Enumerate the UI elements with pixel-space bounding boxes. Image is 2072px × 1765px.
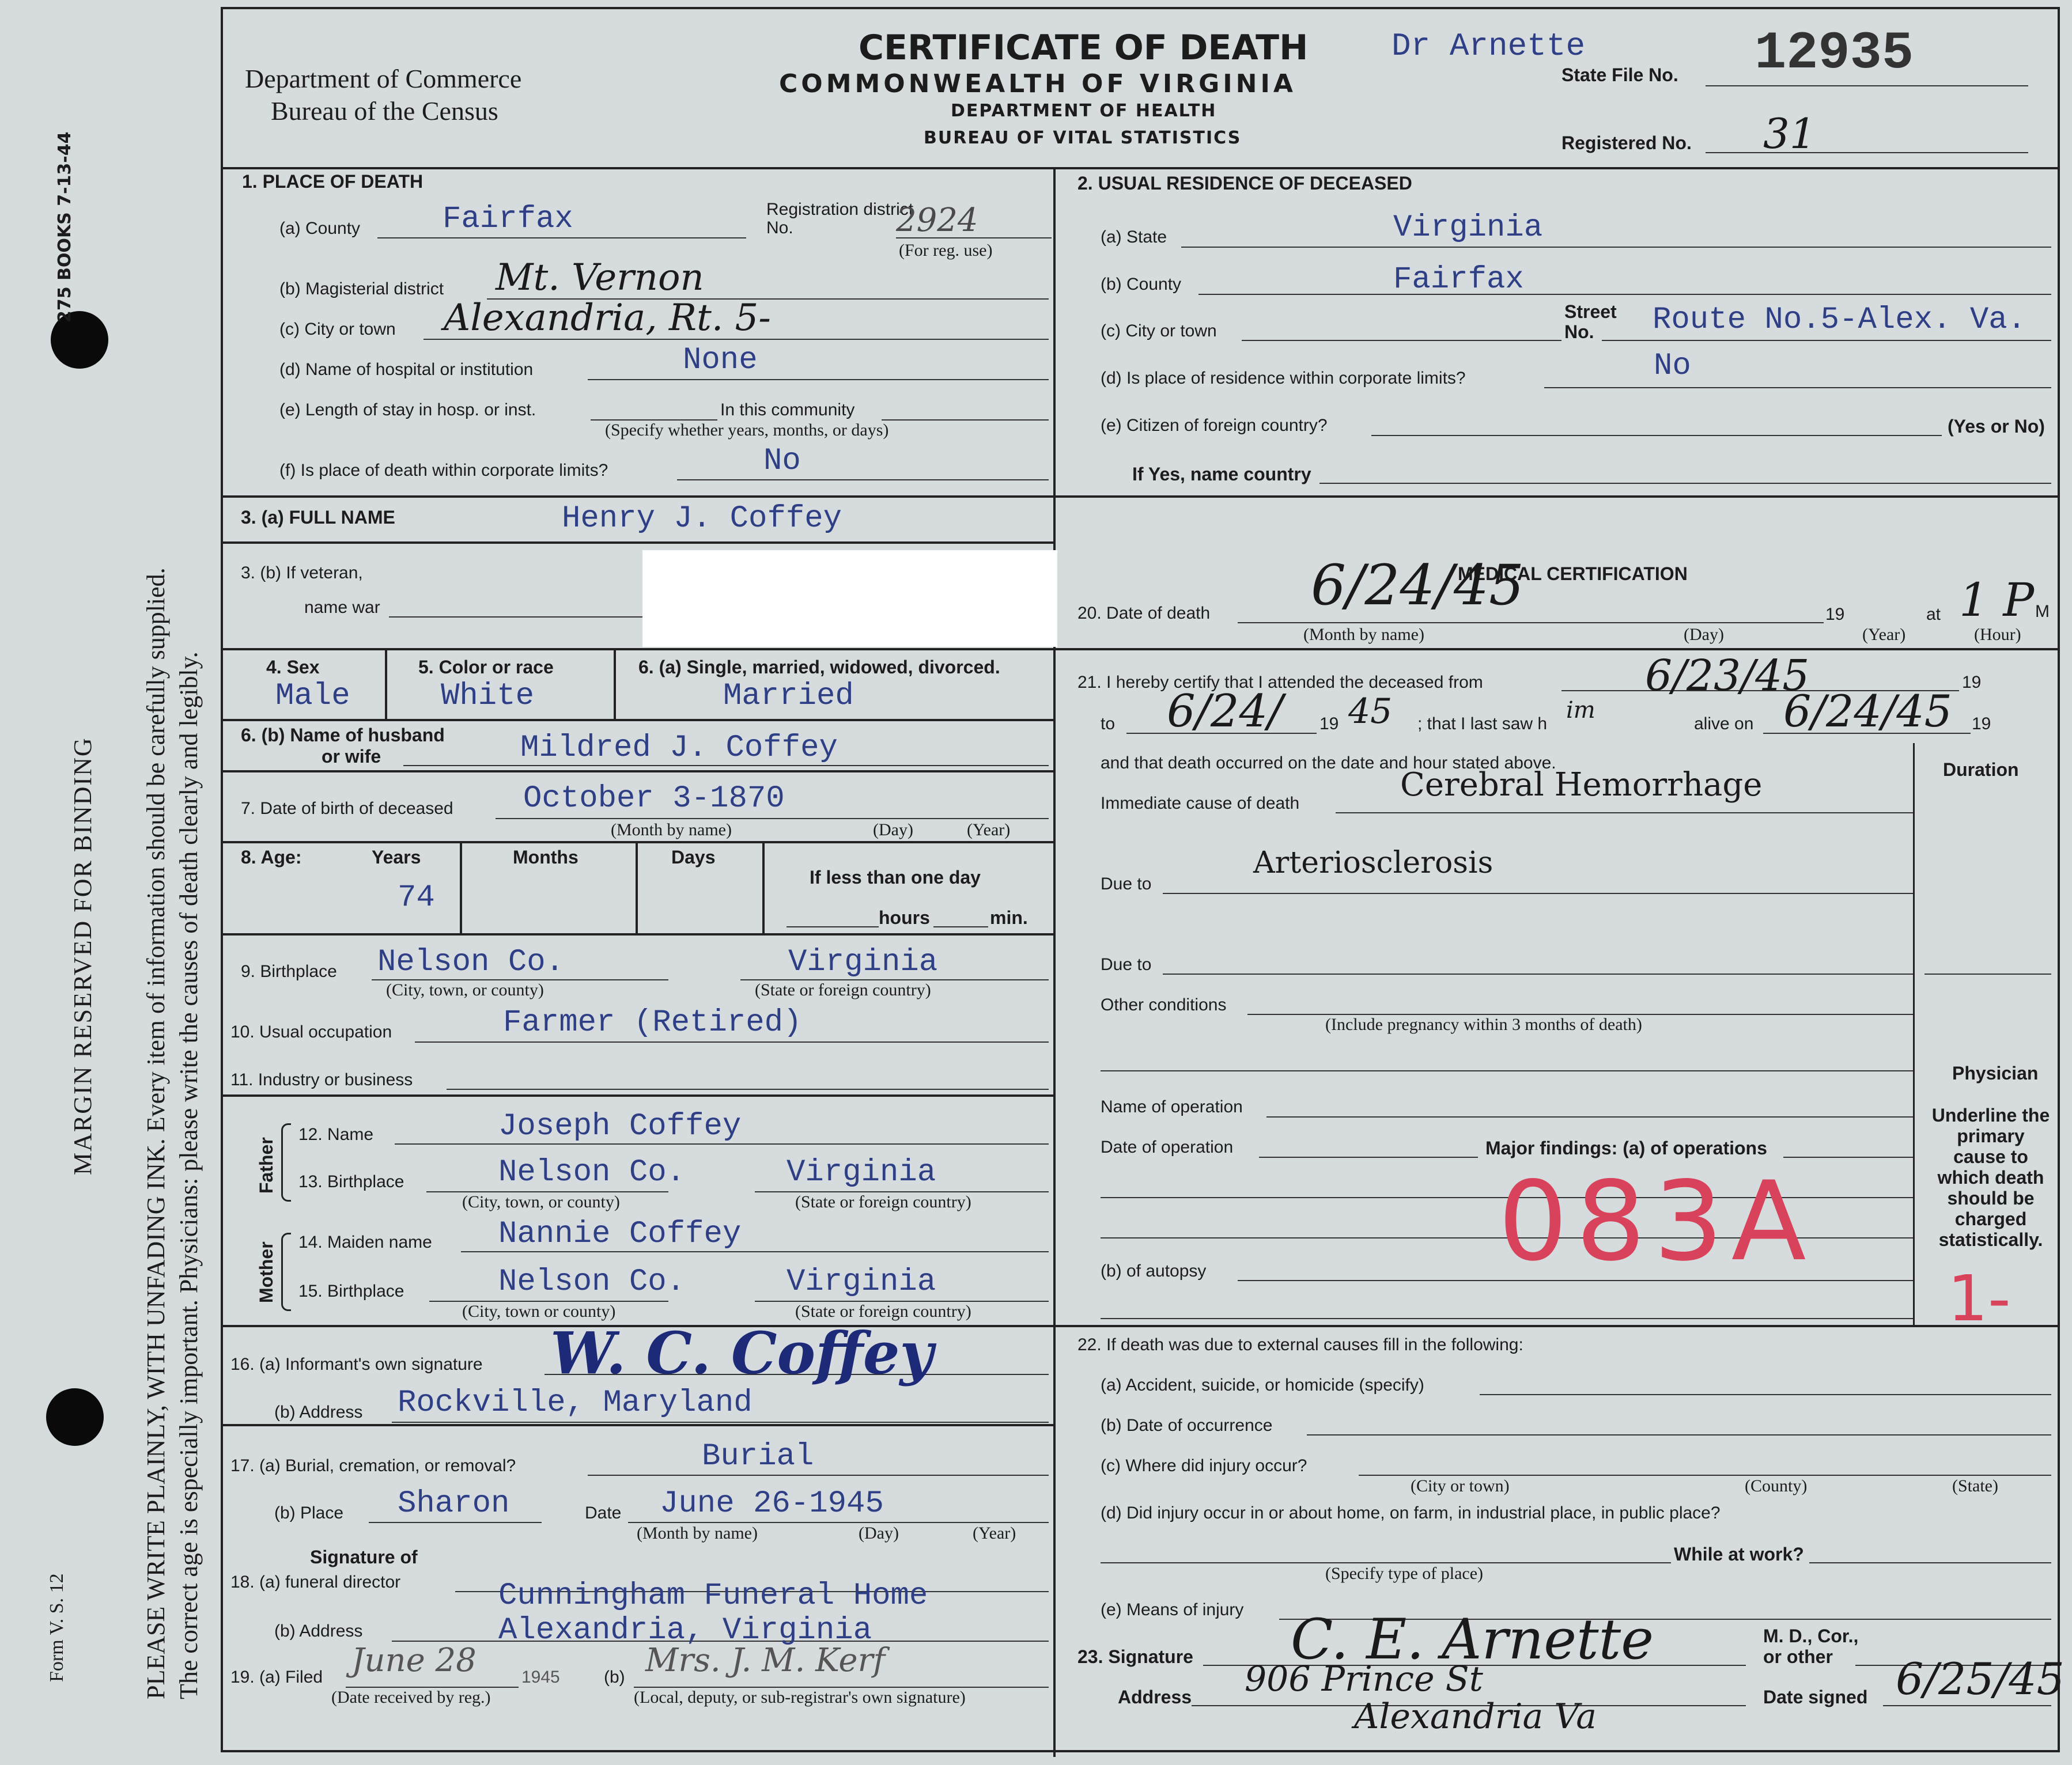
death-county-label: (a) County [279,219,361,238]
death-day-note: (Day) [1684,625,1724,644]
sex: Male [275,679,350,714]
external-c-label: (c) Where did injury occur? [1101,1456,1307,1475]
burial-place: Sharon [398,1486,510,1521]
certify-19: 19 [1962,673,1982,692]
operation-name-label: Name of operation [1101,1097,1243,1116]
citizen-label: (e) Citizen of foreign country? [1101,416,1328,435]
residence-corporate: No [1654,349,1691,384]
father-name: Joseph Coffey [498,1109,742,1144]
injury-city-note: (City or town) [1411,1476,1510,1495]
instructions-line-2: The correct age is especially important. Physicians: please write the causes of death clearly and legibly. [175,652,203,1699]
death-city: Alexandria, Rt. 5- [444,297,771,339]
death-hour-note: (Hour) [1974,625,2021,644]
race-label: 5. Color or race [418,657,554,677]
alive-on-date: 6/24/45 [1783,685,1952,737]
age-months-label: Months [513,847,579,868]
street-label: Street [1564,301,1617,322]
mother-tag: Mother [256,1241,277,1303]
father-city-note: (City, town, or county) [462,1192,620,1211]
stay-label: (e) Length of stay in hosp. or inst. [279,400,536,419]
binding-margin-note: MARGIN RESERVED FOR BINDING [69,737,97,1175]
underline-note: Underline the primary cause to which death should be charged statistically. [1931,1105,2050,1250]
father-state-note: (State or foreign country) [795,1192,971,1211]
state-file-label: State File No. [1561,65,1678,85]
occupation-label: 10. Usual occupation [230,1022,392,1041]
death-at: at [1926,605,1941,624]
filed-date: June 28 [351,1642,477,1679]
occupation: Farmer (Retired) [503,1005,802,1040]
physician-address-2: Alexandria Va [1354,1696,1597,1737]
classification-code: 083A [1498,1158,1814,1285]
dob-year-note: (Year) [967,820,1011,839]
mother-state-note: (State or foreign country) [795,1302,971,1321]
mother-bracket [281,1233,291,1311]
informant-address: Rockville, Maryland [398,1385,753,1421]
duration-label: Duration [1943,759,2019,780]
birth-state-note: (State or foreign country) [755,980,931,999]
burial-day-note: (Day) [859,1524,899,1543]
father-bracket [281,1123,291,1202]
death-stated-label: and that death occurred on the date and hour stated above. [1101,753,1556,772]
hospital-label: (d) Name of hospital or institution [279,360,534,379]
death-corporate: No [763,444,801,479]
burial-place-label: (b) Place [274,1503,344,1522]
disposition-label: 17. (a) Burial, cremation, or removal? [230,1456,516,1475]
spouse-label-2: or wife [322,746,381,767]
certify-label: 21. I hereby certify that I attended the deceased from [1077,673,1483,692]
residence-street: Route No.5-Alex. Va. [1653,302,2026,338]
registered-label: Registered No. [1561,132,1692,153]
filed-year: 1945 [521,1668,560,1687]
filed-label: 19. (a) Filed [230,1668,323,1687]
marital-status: Married [723,679,854,714]
reg-district-label: Registration district No. [766,200,914,237]
findings-label: Major findings: (a) of operations [1485,1138,1767,1158]
alive-19: 19 [1972,714,1991,733]
to-19: 19 [1319,714,1339,733]
mother-birth-state: Virginia [787,1264,936,1300]
burial-month-note: (Month by name) [637,1524,758,1543]
alive-on-label: alive on [1694,714,1754,733]
immediate-cause-label: Immediate cause of death [1101,794,1300,813]
bureau-vital-statistics: BUREAU OF VITAL STATISTICS [924,128,1242,148]
residence-heading: 2. USUAL RESIDENCE OF DECEASED [1077,173,1412,194]
physician-address-label: Address [1118,1687,1192,1707]
while-at-work-label: While at work? [1674,1544,1804,1565]
date-signed-label: Date signed [1763,1687,1868,1707]
race: White [441,679,535,714]
registered-number: 31 [1763,109,1816,158]
last-saw-label: ; that I last saw h [1417,714,1548,733]
burial-date: June 26-1945 [660,1486,884,1521]
date-of-death: 6/24/45 [1311,553,1525,618]
mother-name: Nannie Coffey [498,1217,742,1252]
reg-district-number: 2924 [896,202,978,239]
external-heading: 22. If death was due to external causes fill in the following: [1077,1335,1523,1354]
death-month-note: (Month by name) [1303,625,1424,644]
residence-city-label: (c) City or town [1101,321,1217,340]
sex-label: 4. Sex [266,657,320,677]
place-of-death-heading: 1. PLACE OF DEATH [242,171,424,192]
attended-to: 6/24/ [1167,685,1283,737]
father-name-label: 12. Name [298,1125,374,1144]
last-saw-him: im [1566,697,1595,724]
form-number: Form V. S. 12 [46,1573,67,1682]
burial-year-note: (Year) [973,1524,1016,1543]
death-year-note: (Year) [1862,625,1906,644]
injury-state-note: (State) [1952,1476,1998,1495]
registrar-signature: Mrs. J. M. Kerf [645,1642,886,1679]
external-e-label: (e) Means of injury [1101,1600,1244,1619]
birth-state: Virginia [788,945,938,980]
date-signed: 6/25/45 [1896,1653,2065,1705]
death-year-19: 19 [1825,605,1845,624]
immediate-cause: Cerebral Hemorrhage [1400,766,1763,804]
department-health: DEPARTMENT OF HEALTH [951,101,1217,121]
physician-signature: C. E. Arnette [1291,1607,1654,1672]
residence-county: Fairfax [1393,262,1524,297]
death-corporate-label: (f) Is place of death within corporate limits? [279,461,608,480]
spouse-name: Mildred J. Coffey [520,730,838,766]
burial-date-label: Date [585,1503,622,1522]
mother-birthplace-label: 15. Birthplace [298,1282,404,1301]
registrar-note: (Local, deputy, or sub-registrar's own signature) [634,1688,966,1707]
external-b-label: (b) Date of occurrence [1101,1416,1273,1435]
physician-signature-label: 23. Signature [1077,1646,1193,1667]
residence-corporate-label: (d) Is place of residence within corporate limits? [1101,369,1466,388]
informant-address-label: (b) Address [274,1403,363,1422]
full-name-label: 3. (a) FULL NAME [241,507,395,528]
informant-signature: W. C. Coffey [550,1319,933,1387]
operation-date-label: Date of operation [1101,1138,1234,1157]
death-county: Fairfax [443,202,573,237]
autopsy-label: (b) of autopsy [1101,1262,1207,1281]
dob-label: 7. Date of birth of deceased [241,799,453,818]
funeral-director: Cunningham Funeral Home [498,1578,928,1614]
physician-label: Physician [1952,1063,2039,1084]
dob-day-note: (Day) [873,820,913,839]
war-label: name war [304,598,380,617]
due-to-2-text: Due to [1101,955,1152,974]
death-m: M [2035,602,2050,621]
injury-county-note: (County) [1745,1476,1808,1495]
attended-to-year: 45 [1348,691,1393,732]
spouse-label-1: 6. (b) Name of husband [241,725,445,745]
redaction-box [642,550,1057,647]
date-received-note: (Date received by reg.) [331,1688,491,1707]
yes-no-label: (Yes or No) [1948,416,2045,437]
disposition: Burial [702,1439,814,1474]
due-to-label: Due to [1101,874,1152,893]
country-label: If Yes, name country [1132,464,1311,484]
classification-mark: 1- [1948,1262,2011,1335]
stay-note: (Specify whether years, months, or days) [605,421,889,440]
industry-label: 11. Industry or business [230,1070,413,1089]
pregnancy-note: (Include pregnancy within 3 months of death) [1325,1015,1642,1034]
age-label: 8. Age: [241,847,302,868]
death-city-label: (c) City or town [279,320,396,339]
birthplace-label: 9. Birthplace [241,962,337,981]
hours-label: hours [879,907,930,928]
marital-label: 6. (a) Single, married, widowed, divorced. [638,657,1000,677]
doctor-note: Dr Arnette [1392,28,1586,65]
due-to-cause: Arteriosclerosis [1253,846,1493,880]
department-commerce: Department of Commerce [245,64,522,93]
dob-month-note: (Month by name) [611,820,732,839]
father-birth-state: Virginia [787,1155,936,1190]
place-type-note: (Specify type of place) [1325,1564,1484,1583]
or-other-label: or other [1763,1646,1833,1667]
hospital: None [683,343,758,378]
mag-district-label: (b) Magisterial district [279,279,444,298]
instructions-line-1: PLEASE WRITE PLAINLY, WITH UNFADING INK. Every item of information should be carefully supplied. [142,567,170,1699]
residence-state: Virginia [1393,210,1543,245]
street-no-label: No. [1564,321,1594,342]
commonwealth-virginia: COMMONWEALTH OF VIRGINIA [779,69,1296,99]
community-label: In this community [720,400,855,419]
minutes-label: min. [990,907,1028,928]
death-hour: 1 P [1959,573,2035,627]
fd-address-label: (b) Address [274,1622,363,1641]
for-reg-use: (For reg. use) [899,241,993,260]
binding-hole-bottom [46,1388,104,1446]
father-birth-city: Nelson Co. [498,1155,686,1190]
full-name: Henry J. Coffey [562,501,842,536]
mother-city-note: (City, town or county) [462,1302,616,1321]
signature-of-label: Signature of [310,1547,418,1567]
age-days-label: Days [671,847,716,868]
residence-county-label: (b) County [1101,275,1182,294]
father-tag: Father [256,1137,277,1194]
other-conditions-label: Other conditions [1101,995,1227,1014]
books-code: 275 BOOKS 7-13-44 [55,131,75,323]
md-label: M. D., Cor., [1763,1626,1859,1646]
certificate-title: CERTIFICATE OF DEATH [859,28,1309,68]
physician-address-1: 906 Prince St [1245,1659,1483,1699]
mother-birth-city: Nelson Co. [498,1264,686,1300]
birth-city-note: (City, town, or county) [386,980,544,999]
medical-certification-heading: MEDICAL CERTIFICATION [1458,563,1688,584]
mag-district: Mt. Vernon [496,256,704,299]
external-d-label: (d) Did injury occur in or about home, on farm, in industrial place, in public place? [1101,1503,1721,1522]
age-years-label: Years [372,847,421,868]
certificate-number: 12935 [1755,23,1914,84]
filed-b-label: (b) [604,1668,625,1687]
bureau-census: Bureau of the Census [271,96,498,126]
date-of-death-label: 20. Date of death [1077,604,1211,623]
fd-address: Alexandria, Virginia [498,1613,872,1648]
to-label: to [1101,714,1116,733]
funeral-director-label: 18. (a) funeral director [230,1573,401,1592]
birth-city: Nelson Co. [377,945,565,980]
attended-from: 6/23/45 [1645,651,1810,700]
date-of-birth: October 3-1870 [523,781,785,816]
father-birthplace-label: 13. Birthplace [298,1172,404,1191]
external-a-label: (a) Accident, suicide, or homicide (specify) [1101,1376,1424,1395]
residence-state-label: (a) State [1101,228,1167,247]
veteran-label: 3. (b) If veteran, [241,563,363,582]
age-years: 74 [398,880,435,915]
informant-signature-label: 16. (a) Informant's own signature [230,1355,483,1374]
mother-name-label: 14. Maiden name [298,1233,432,1252]
less-than-day: If less than one day [810,867,981,888]
